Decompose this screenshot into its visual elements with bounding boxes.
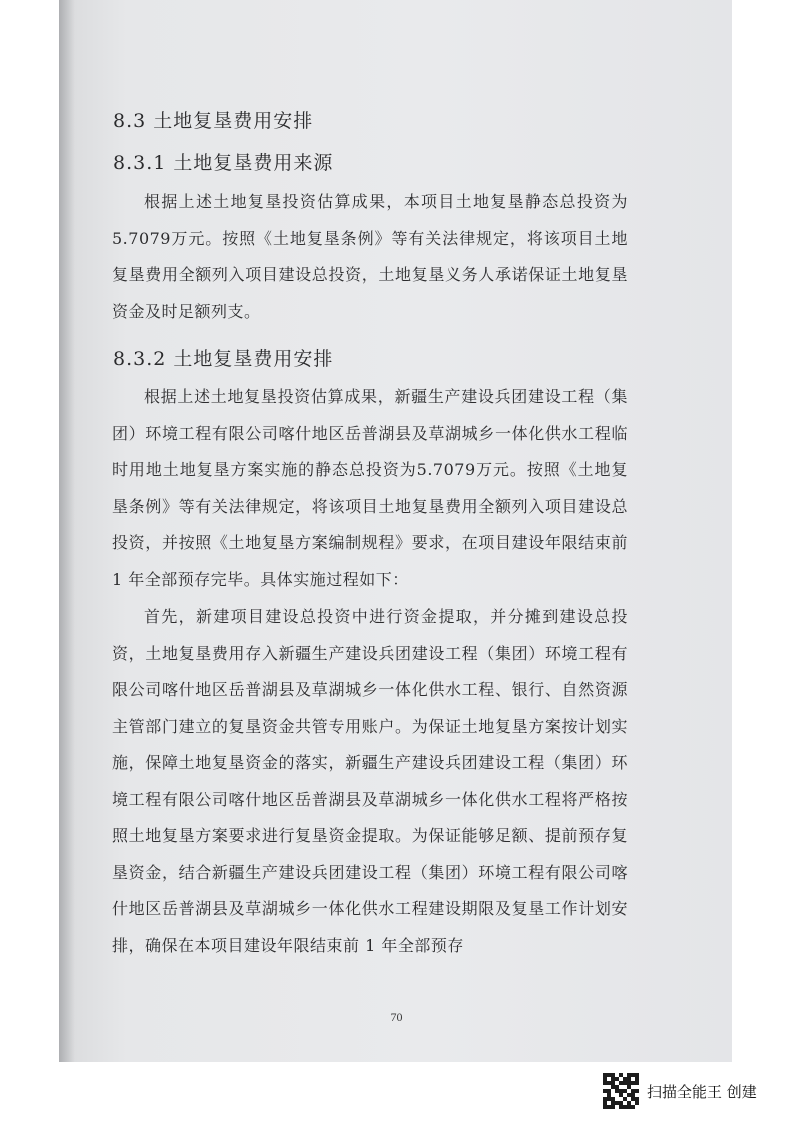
section-heading-8-3-2: 8.3.2 土地复垦费用安排 — [113, 348, 334, 370]
qr-code-icon — [603, 1073, 639, 1109]
section-heading-8-3-1: 8.3.1 土地复垦费用来源 — [113, 152, 334, 174]
section-heading-8-3: 8.3 土地复垦费用安排 — [113, 110, 314, 132]
watermark-label: 扫描全能王 创建 — [647, 1082, 757, 1101]
page-binding-shadow — [59, 0, 75, 1062]
scanner-watermark — [603, 1072, 757, 1110]
page-number: 70 — [390, 1010, 403, 1024]
paragraph-funding-arrangement: 根据上述土地复垦投资估算成果，新疆生产建设兵团建设工程（集团）环境工程有限公司喀什地区岳普湖县及草湖城乡一体化供水工程临时用地土地复垦方案实施的静态总投资为5.7079万元。按照《土地复垦条例》等有关法律规定，将该项目土地复垦费用全额列入项目建设总投资，并按照《土地复垦方案编制规程》要求，在项目建设年限结束前 1 年全部预存完毕。具体实施过程如下： — [112, 387, 628, 589]
paragraph-implementation-process: 首先，新建项目建设总投资中进行资金提取，并分摊到建设总投资，土地复垦费用存入新疆生产建设兵团建设工程（集团）环境工程有限公司喀什地区岳普湖县及草湖城乡一体化供水工程、银行、自然资源主管部门建立的复垦资金共管专用账户。为保证土地复垦方案按计划实施，保障土地复垦资金的落实，新疆生产建设兵团建设工程（集团）环境工程有限公司喀什地区岳普湖县及草湖城乡一体化供水工程将严格按照土地复垦方案要求进行复垦资金提取。为保证能够足额、提前预存复垦资金，结合新疆生产建设兵团建设工程（集团）环境工程有限公司喀什地区岳普湖县及草湖城乡一体化供水工程建设期限及复垦工作计划安排，确保在本项目建设年限结束前 1 年全部预存 — [112, 607, 628, 955]
paragraph-funding-source: 根据上述土地复垦投资估算成果，本项目土地复垦静态总投资为5.7079万元。按照《土地复垦条例》等有关法律规定，将该项目土地复垦费用全额列入项目建设总投资，土地复垦义务人承诺保证土地复垦资金及时足额列支。 — [112, 192, 628, 321]
